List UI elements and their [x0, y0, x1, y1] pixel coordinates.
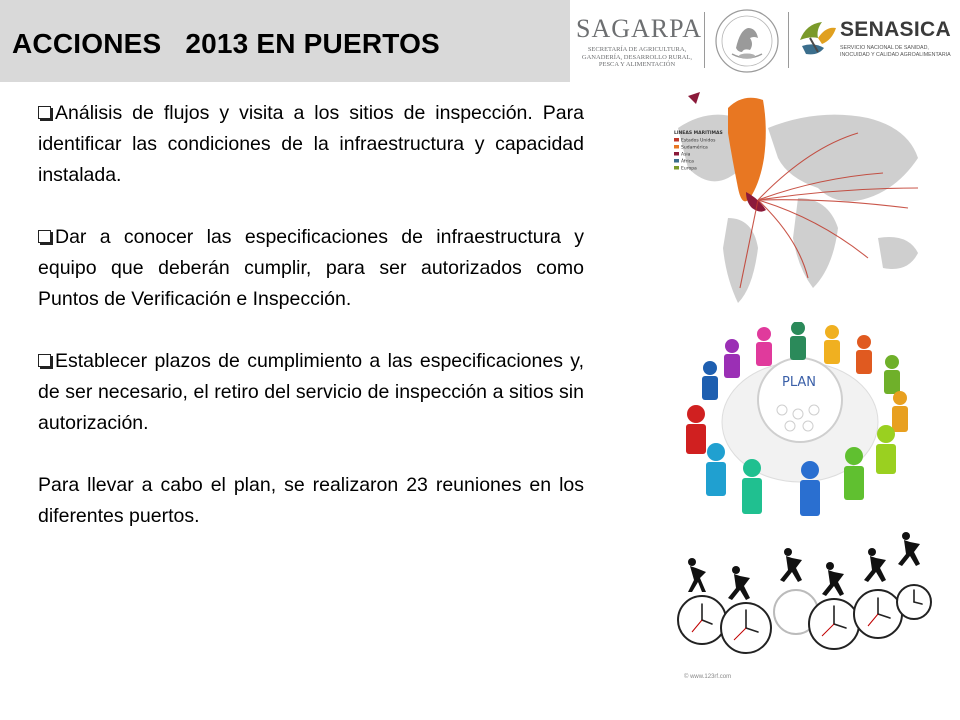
senasica-emblem-icon: [796, 16, 840, 60]
map-legend-item: Estados Unidos: [681, 138, 716, 144]
map-legend-item: Asia: [681, 152, 691, 158]
square-bullet-icon: [38, 354, 51, 367]
maritime-routes-map-image: [668, 88, 930, 308]
mexico-seal-icon: [714, 8, 780, 74]
running-clocks-image: [670, 528, 932, 678]
paragraph-text: Dar a conocer las especificaciones de infraestructura y equipo que deberán cumplir, para ser autorizados como Puntos de Verificación e Inspección.: [38, 226, 584, 310]
sagarpa-logo: [576, 14, 702, 74]
page-title: ACCIONES 2013 EN PUERTOS: [12, 28, 440, 59]
title-bar: [0, 0, 570, 82]
senasica-subtitle: SERVICIO NACIONAL DE SANIDAD, INOCUIDAD Y CALIDAD AGROALIMENTARIA: [840, 45, 951, 58]
square-bullet-icon: [38, 230, 51, 243]
image-watermark: © www.123rf.com: [684, 674, 732, 680]
map-legend-item: Sudamérica: [681, 145, 708, 151]
senasica-name: SENASICA: [840, 18, 951, 41]
sagarpa-subtitle: SECRETARÍA DE AGRICULTURA, GANADERÍA, DESARROLLO RURAL, PESCA Y ALIMENTACIÓN: [581, 46, 693, 68]
logo-divider: [704, 12, 705, 68]
bullet-paragraph: [38, 346, 584, 439]
closing-paragraph: Para llevar a cabo el plan, se realizaron 23 reuniones en los diferentes puertos.: [38, 474, 584, 527]
paragraph-text: Análisis de flujos y visita a los sitios de inspección. Para identificar las condiciones de la infraestructura y capacidad instalada.: [38, 102, 584, 186]
body-content: [38, 98, 584, 532]
map-legend-title: LINEAS MARITIMAS: [674, 131, 723, 136]
bullet-paragraph: [38, 222, 584, 315]
map-legend-item: Europa: [681, 166, 697, 172]
map-legend-item: África: [681, 159, 694, 165]
paragraph-text: Establecer plazos de cumplimiento a las especificaciones y, de ser necesario, el retiro del servicio de inspección a sitios sin autorización.: [38, 350, 584, 434]
plan-label: PLAN: [782, 375, 816, 390]
senasica-logo: [796, 12, 956, 72]
logo-strip: [570, 0, 960, 82]
sagarpa-name: SAGARPA: [576, 14, 702, 43]
bullet-paragraph: [38, 98, 584, 191]
plan-people-image: [670, 322, 932, 522]
square-bullet-icon: [38, 106, 51, 119]
logo-divider: [788, 12, 789, 68]
